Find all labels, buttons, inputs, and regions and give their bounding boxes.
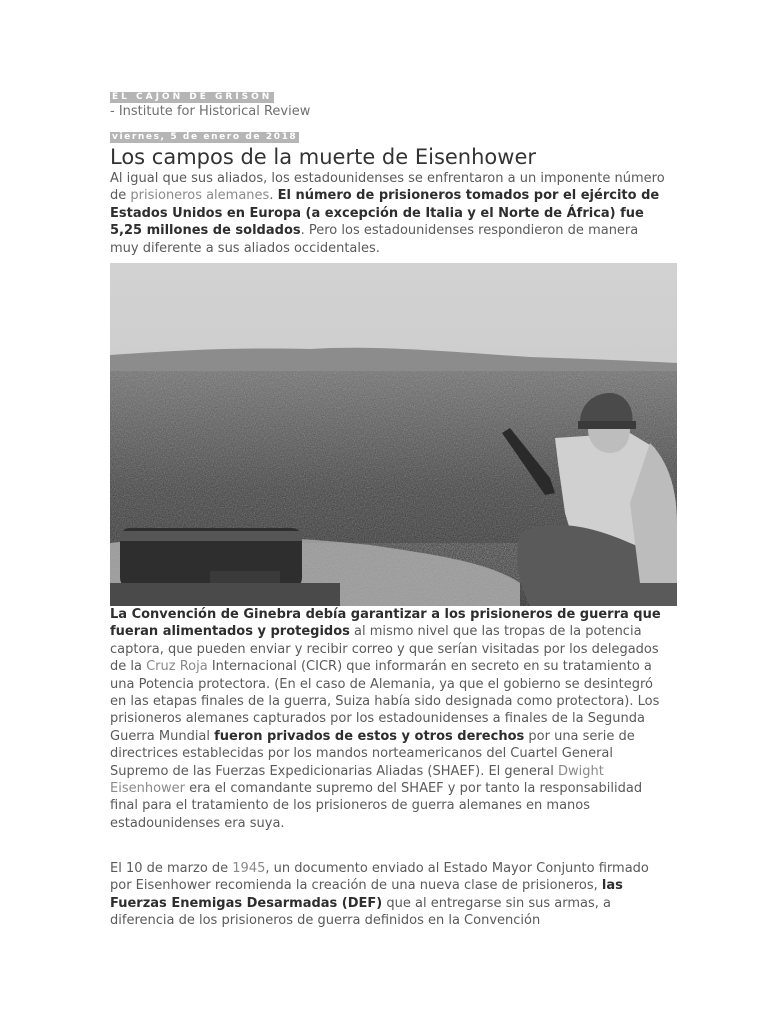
text-span: , un documento enviado al Estado Mayor Conjunto firmado por Eisenhower recomienda la creación de una nueva clase de prisioneros,	[110, 861, 649, 894]
post-title[interactable]: Los campos de la muerte de Eisenhower	[110, 145, 536, 169]
body-paragraph-3	[110, 860, 670, 930]
post-header	[110, 84, 670, 257]
text-span: El 10 de marzo de	[110, 861, 233, 876]
text-span: . Pero los estadounidenses respondieron de manera muy diferente a sus aliados occidentales.	[110, 223, 639, 256]
text-span: por una serie de directrices establecidas por los mandos norteamericanos del Cuartel General Supremo de las Fuerzas Expedicionarias Aliadas (SHAEF). El general	[110, 728, 635, 779]
post-date: viernes, 5 de enero de 2018	[112, 132, 298, 142]
text-span: al mismo nivel que las tropas de la potencia captora, que pueden enviar y recibir correo y que serían visitadas por los delegados de la	[110, 624, 659, 675]
text-span: Internacional (CICR) que informarán en secreto en su tratamiento a una Potencia protectora. (En el caso de Alemania, ya que el gobierno se desintegró en las etapas finales de la guerra, Suiza había sido designada como protectora). Los prisioneros alemanes capturados por los estadounidenses a finales de la Segunda Guerra Mundial	[110, 659, 660, 744]
intro-paragraph	[110, 170, 670, 257]
text-span: que al entregarse sin sus armas, a diferencia de los prisioneros de guerra definidos en la Convención	[110, 895, 611, 929]
post-photo	[110, 263, 677, 606]
link-prisioneros-alemanes[interactable]: prisioneros alemanes	[130, 188, 270, 204]
link-dwight-eisenhower[interactable]: Dwight Eisenhower	[110, 763, 604, 797]
blog-tagline: - Institute for Historical Review	[110, 104, 311, 119]
bold-text: La Convención de Ginebra debía garantizar a los prisioneros de guerra que fueran alimentados y protegidos	[110, 607, 661, 640]
text-span: era el comandante supremo del SHAEF y por tanto la responsabilidad final para el tratamiento de los prisioneros de guerra alemanes en manos estadounidenses era suya.	[110, 781, 643, 831]
photo-soldier-guarding-prisoners	[110, 263, 677, 606]
bold-text: El número de prisioneros tomados por el ejército de Estados Unidos en Europa (a excepción de Italia y el Norte de África) fue 5,25 millones de soldados	[110, 188, 660, 239]
bold-text: las Fuerzas Enemigas Desarmadas (DEF)	[110, 878, 623, 911]
bold-text: fueron privados de estos y otros derechos	[214, 728, 525, 744]
body-paragraph-2	[110, 606, 670, 832]
link-1945[interactable]: 1945	[232, 861, 266, 876]
link-cruz-roja[interactable]: Cruz Roja	[146, 659, 208, 675]
blog-name[interactable]: EL CAJON DE GRISON	[112, 92, 273, 102]
text-span: .	[269, 188, 278, 204]
text-span: Al igual que sus aliados, los estadounidenses se enfrentaron a un imponente número de	[110, 171, 665, 204]
